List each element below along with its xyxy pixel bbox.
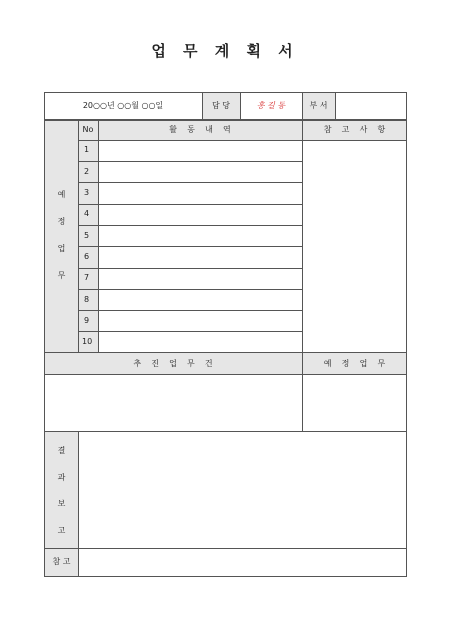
activity-header: 활 동 내 역 xyxy=(169,125,231,134)
result-label-char: 보 xyxy=(57,499,66,508)
row-number: 5 xyxy=(84,231,90,240)
result-report xyxy=(44,431,407,549)
manager-name[interactable]: 홍 길 동 xyxy=(256,101,286,110)
result-label-char: 고 xyxy=(57,526,66,535)
reference-label: 참 고 xyxy=(52,557,71,566)
notes-header: 참 고 사 항 xyxy=(323,125,386,134)
date-field[interactable]: 20○○년 ○○월 ○○일 xyxy=(82,101,164,110)
row-number: 9 xyxy=(84,316,90,325)
side-label-char: 무 xyxy=(57,271,66,280)
row-number: 4 xyxy=(84,209,90,218)
row-number: 7 xyxy=(84,273,90,282)
side-label-char: 예 xyxy=(57,190,66,199)
side-label-cell xyxy=(45,121,78,352)
row-number: 10 xyxy=(82,337,93,346)
row-number: 1 xyxy=(84,145,90,154)
side-label-char: 정 xyxy=(57,217,66,226)
progress-left-header: 추 진 업 무 건 xyxy=(133,359,213,368)
row-number: 8 xyxy=(84,295,90,304)
side-label-char: 업 xyxy=(57,244,66,253)
no-header: No xyxy=(82,125,94,134)
page-title: 업 무 계 획 서 xyxy=(151,42,299,60)
reference-row xyxy=(44,548,407,577)
row-number: 6 xyxy=(84,252,90,261)
result-label-char: 과 xyxy=(57,473,66,482)
result-label-char: 결 xyxy=(57,446,66,455)
row-number: 3 xyxy=(84,188,90,197)
manager-label: 담 당 xyxy=(212,101,230,110)
row-number: 2 xyxy=(84,167,90,176)
dept-label: 부 서 xyxy=(309,101,328,110)
progress-right-header: 예 정 업 무 xyxy=(323,359,386,368)
